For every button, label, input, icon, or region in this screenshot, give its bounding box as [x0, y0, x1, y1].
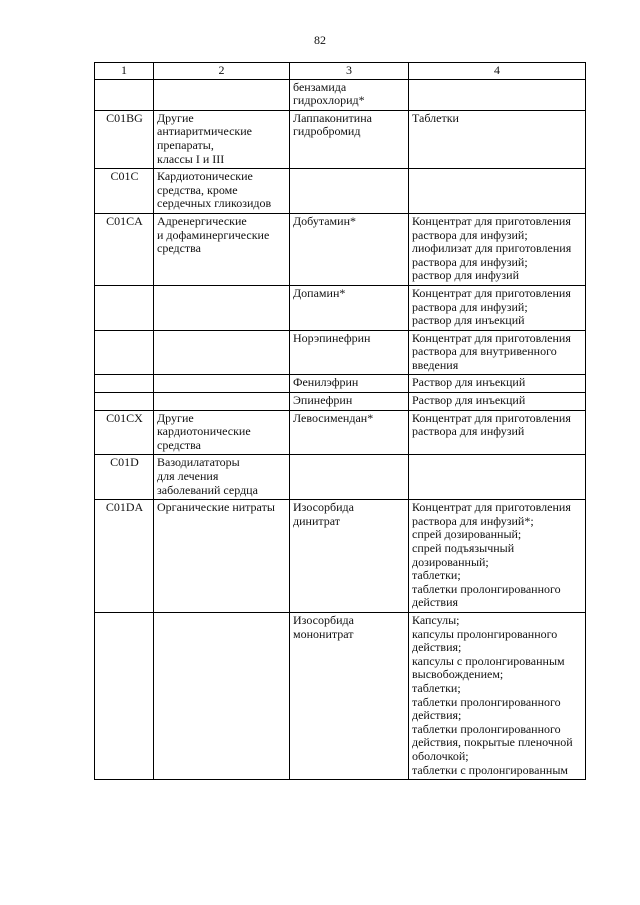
table-row — [95, 455, 586, 500]
cell-code — [95, 79, 154, 110]
cell-group: Органические нитраты — [154, 500, 290, 613]
cell-drug: Норэпинефрин — [290, 330, 409, 375]
cell-code: C01CX — [95, 410, 154, 455]
cell-group — [154, 375, 290, 393]
table-row — [95, 213, 586, 285]
cell-group: Другие антиаритмические препараты, классы I и III — [154, 110, 290, 168]
table-header-row — [95, 63, 586, 80]
cell-drug: Изосорбида динитрат — [290, 500, 409, 613]
table-row — [95, 285, 586, 330]
cell-forms — [409, 169, 586, 214]
cell-forms: Капсулы; капсулы пролонгированного действия; капсулы с пролонгированным высвобождением; таблетки; таблетки пролонгированного действия; таблетки пролонгированного действия, покрытые пленочной оболочкой; таблетки с пролонгированным — [409, 612, 586, 779]
drug-table — [94, 62, 586, 780]
cell-code — [95, 612, 154, 779]
cell-code: C01BG — [95, 110, 154, 168]
table-row — [95, 169, 586, 214]
cell-drug: Изосорбида мононитрат — [290, 612, 409, 779]
column-header-forms: 4 — [409, 63, 586, 80]
cell-drug: Добутамин* — [290, 213, 409, 285]
cell-group: Адренергические и дофаминергические средства — [154, 213, 290, 285]
cell-group: Другие кардиотонические средства — [154, 410, 290, 455]
cell-group — [154, 285, 290, 330]
table-row — [95, 612, 586, 779]
column-header-drug: 3 — [290, 63, 409, 80]
cell-code — [95, 330, 154, 375]
table-row — [95, 110, 586, 168]
cell-forms: Раствор для инъекций — [409, 375, 586, 393]
cell-code: C01C — [95, 169, 154, 214]
cell-drug: Лаппаконитина гидробромид — [290, 110, 409, 168]
cell-code: C01D — [95, 455, 154, 500]
cell-forms: Концентрат для приготовления раствора для инфузий; раствор для инъекций — [409, 285, 586, 330]
cell-forms: Таблетки — [409, 110, 586, 168]
cell-code: C01DA — [95, 500, 154, 613]
cell-forms — [409, 455, 586, 500]
cell-group: Вазодилататоры для лечения заболеваний сердца — [154, 455, 290, 500]
cell-drug: Фенилэфрин — [290, 375, 409, 393]
cell-group: Кардиотонические средства, кроме сердечных гликозидов — [154, 169, 290, 214]
cell-drug — [290, 455, 409, 500]
cell-code — [95, 285, 154, 330]
cell-drug: Допамин* — [290, 285, 409, 330]
column-header-group: 2 — [154, 63, 290, 80]
cell-forms: Концентрат для приготовления раствора для инфузий — [409, 410, 586, 455]
table-row — [95, 330, 586, 375]
cell-group — [154, 79, 290, 110]
cell-group — [154, 330, 290, 375]
cell-forms: Раствор для инъекций — [409, 393, 586, 411]
column-header-code: 1 — [95, 63, 154, 80]
cell-forms — [409, 79, 586, 110]
table-row — [95, 500, 586, 613]
cell-drug — [290, 169, 409, 214]
cell-code — [95, 375, 154, 393]
cell-forms: Концентрат для приготовления раствора для инфузий*; спрей дозированный; спрей подъязычный дозированный; таблетки; таблетки пролонгированного действия — [409, 500, 586, 613]
cell-group — [154, 393, 290, 411]
page-number: 82 — [314, 33, 326, 47]
table-row — [95, 393, 586, 411]
cell-drug: Левосимендан* — [290, 410, 409, 455]
cell-code — [95, 393, 154, 411]
table-row — [95, 375, 586, 393]
cell-forms: Концентрат для приготовления раствора для внутривенного введения — [409, 330, 586, 375]
cell-forms: Концентрат для приготовления раствора для инфузий; лиофилизат для приготовления раствора для инфузий; раствор для инфузий — [409, 213, 586, 285]
table-row — [95, 79, 586, 110]
cell-code: C01CA — [95, 213, 154, 285]
cell-drug: Эпинефрин — [290, 393, 409, 411]
table-row — [95, 410, 586, 455]
cell-group — [154, 612, 290, 779]
cell-drug: бензамида гидрохлорид* — [290, 79, 409, 110]
